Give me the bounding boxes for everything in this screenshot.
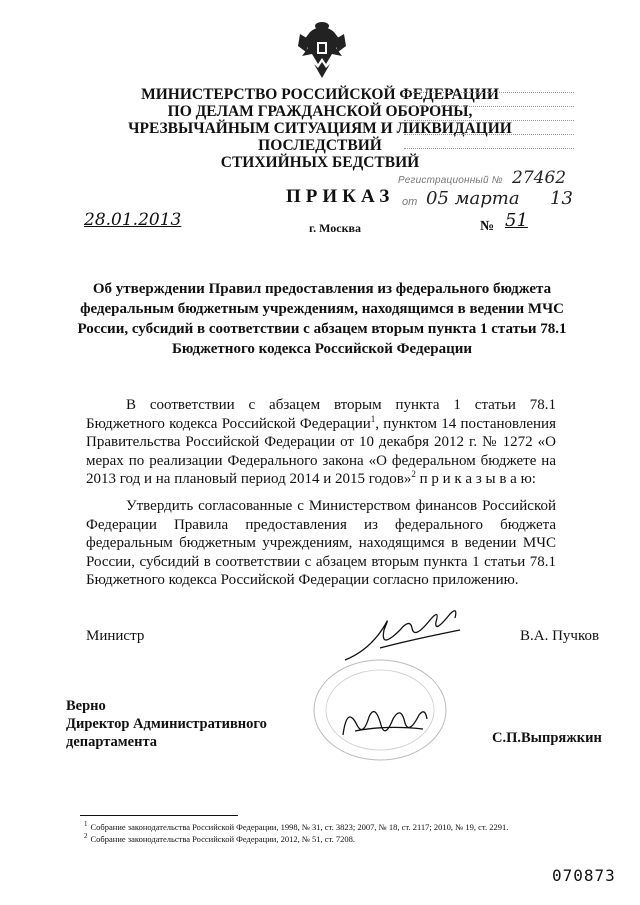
registration-date: 05 марта: [426, 188, 520, 209]
footnote: [84, 833, 508, 845]
registration-label: Регистрационный №: [398, 175, 503, 186]
minister-name: В.А. Пучков: [520, 628, 600, 644]
registration-stamp: [392, 82, 588, 232]
verno-label: Верно: [66, 698, 106, 714]
document-code: 070873: [552, 866, 616, 885]
verification-block: [66, 697, 267, 751]
registration-number: 27462: [512, 168, 567, 188]
footnote-number: 1: [84, 820, 88, 829]
footnote-ref: 1: [370, 413, 376, 424]
footnotes: [84, 821, 508, 845]
footnote-number: 2: [84, 832, 88, 841]
order-date: 28.01.2013: [84, 210, 182, 230]
ministry-line: ЧРЕЗВЫЧАЙНЫМ СИТУАЦИЯМ И ЛИКВИДАЦИИ ПОСЛЕДСТВИЙ: [128, 120, 512, 154]
order-subject: Об утверждении Правил предоставления из федерального бюджета федеральным бюджетным учреждениям, находящимся в ведении МЧС России, субсидий в соответствии с абзацем вторым пункта 1 статьи 78.1 Бюджетного кодекса Российской Федерации: [77, 281, 567, 357]
order-title: ПРИКАЗ: [286, 186, 395, 207]
footnote: [84, 821, 508, 833]
ministry-line: СТИХИЙНЫХ БЕДСТВИЙ: [220, 154, 420, 171]
footnote-text: Собрание законодательства Российской Федерации, 2012, № 51, ст. 7208.: [90, 834, 356, 844]
registration-date-label: от: [402, 196, 418, 208]
body-paragraph-2: Утвердить согласованные с Министерством финансов Российской Федерации Правила предоставления из федерального бюджета федеральным бюджетным учреждениям, находящимся в ведении МЧС России, субсидий в соответствии с абзацем вторым пункта 1 статьи 78.1 Бюджетного кодекса Российской Федерации согласно приложению.: [86, 498, 556, 588]
ministry-line: ПО ДЕЛАМ ГРАЖДАНСКОЙ ОБОРОНЫ,: [167, 103, 473, 120]
ministry-line: МИНИСТЕРСТВО РОССИЙСКОЙ ФЕДЕРАЦИИ: [141, 86, 499, 103]
russian-coat-of-arms-icon: [296, 18, 348, 82]
order-number-sign: №: [480, 219, 495, 234]
director-title-line: Директор Административного: [66, 716, 267, 732]
director-name: С.П.Выпряжкин: [492, 730, 602, 746]
body-text: , пунктом 14 постановления Правительства Российской Федерации от 10 декабря 2012 г. № 1272 «О мерах по реализации Федерального закона «О федеральном бюджете на 2013 год и на плановый период 2014 и 2015 годов»: [86, 415, 556, 487]
footnote-ref: 2: [411, 469, 416, 479]
order-city: г. Москва: [309, 221, 361, 235]
registration-year: 13: [550, 188, 573, 209]
footnote-divider: [80, 815, 238, 816]
director-title-line: департамента: [66, 734, 158, 750]
director-signature: [335, 695, 435, 745]
footnote-text: Собрание законодательства Российской Федерации, 1998, № 31, ст. 3823; 2007, № 18, ст. 2117; 2010, № 19, ст. 2291.: [90, 822, 509, 832]
body-paragraph-1: [86, 396, 556, 489]
body-text: п р и к а з ы в а ю:: [415, 471, 536, 487]
order-number: 51: [505, 210, 528, 231]
minister-label: Министр: [86, 628, 145, 644]
body-text: В соответствии с абзацем вторым пункта 1 статьи 78.1 Бюджетного кодекса Российской Федерации: [86, 397, 556, 432]
